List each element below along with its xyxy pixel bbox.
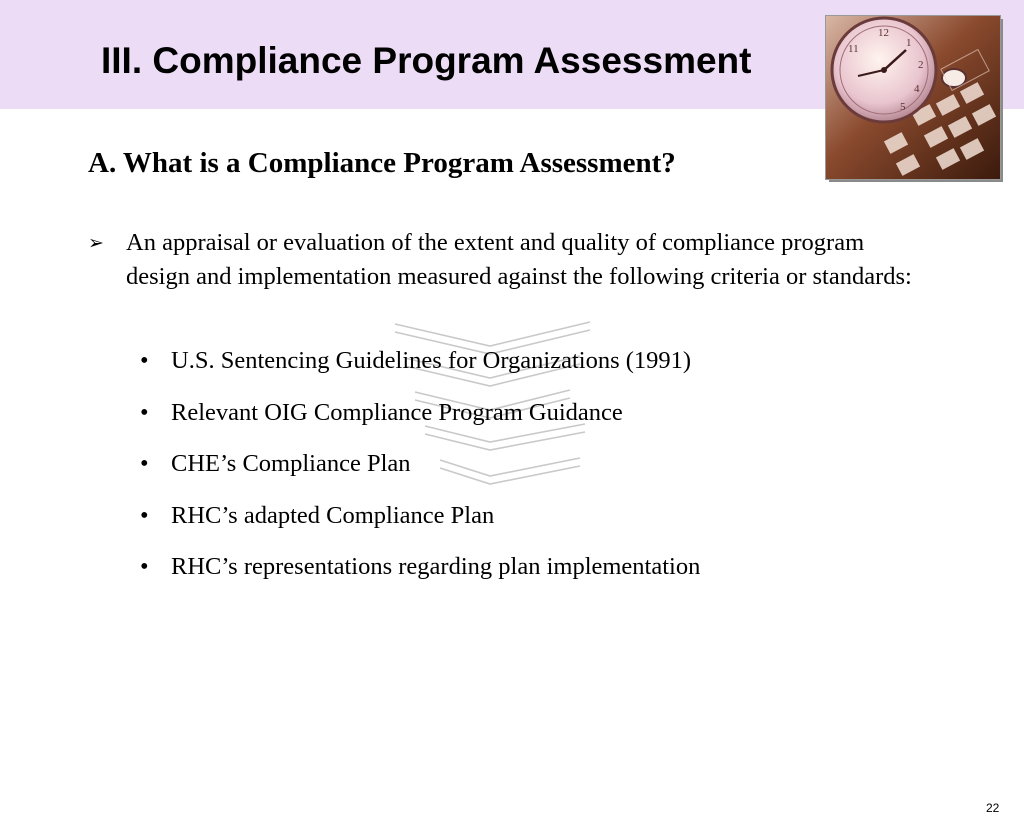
svg-text:12: 12 [878,27,889,39]
list-item-text: Relevant OIG Compliance Program Guidance [171,398,623,426]
clock-keyboard-photo [826,16,1000,179]
list-item-text: CHE’s Compliance Plan [171,450,411,477]
section-subheading: A. What is a Compliance Program Assessment? [88,147,676,179]
svg-text:1: 1 [906,37,912,49]
svg-text:4: 4 [914,83,920,95]
page-number: 22 [986,801,1000,815]
svg-text:2: 2 [918,59,924,71]
bullet-dot-icon: • [140,347,149,374]
arrow-bullet-icon: ➢ [88,232,104,254]
bullet-dot-icon: • [140,398,149,426]
svg-text:5: 5 [900,101,906,113]
bullet-dot-icon: • [140,501,149,529]
list-item-text: RHC’s representations regarding plan implementation [171,553,701,580]
bullet-paragraph: An appraisal or evaluation of the extent and quality of compliance program design and implementation measured against the following criteria or standards: [126,229,912,290]
slide-title: III. Compliance Program Assessment [101,40,752,81]
list-item-text: U.S. Sentencing Guidelines for Organizations (1991) [171,347,692,374]
bullet-dot-icon: • [140,553,149,580]
svg-text:11: 11 [848,43,859,55]
list-item-text: RHC’s adapted Compliance Plan [171,501,495,529]
bullet-dot-icon: • [140,450,149,477]
